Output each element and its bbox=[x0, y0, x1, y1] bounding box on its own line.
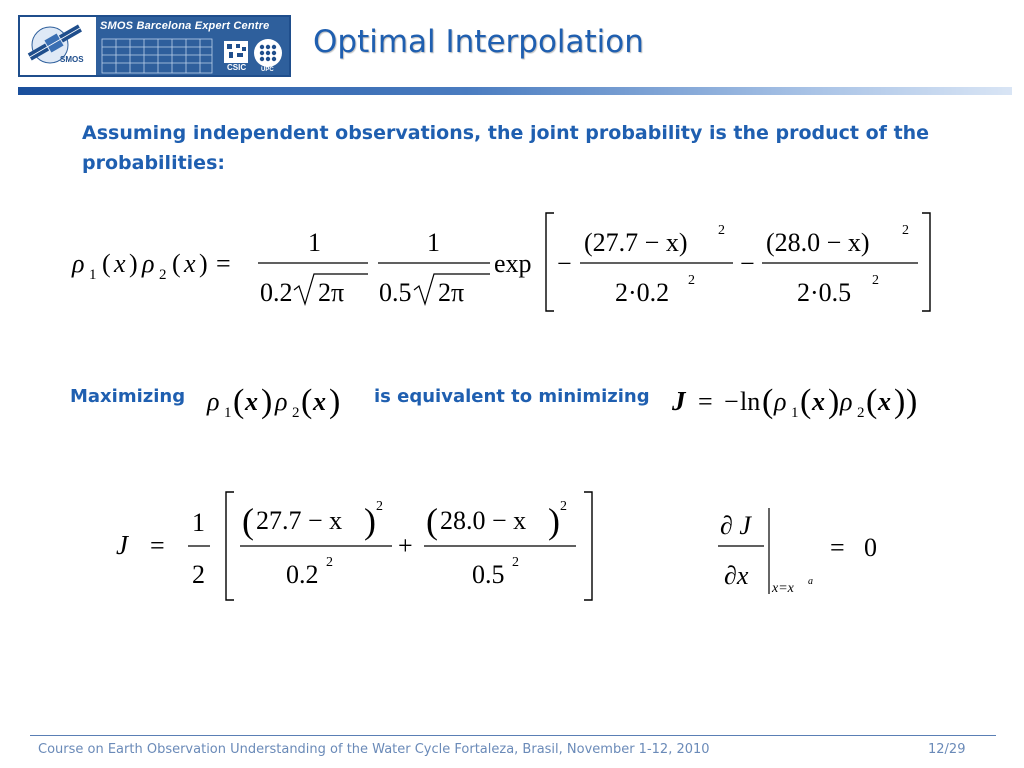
eq3-b-num-power: 2 bbox=[560, 499, 567, 514]
svg-text:x: x bbox=[245, 387, 258, 416]
page-number: 12/29 bbox=[928, 742, 966, 757]
svg-text:1: 1 bbox=[224, 405, 232, 421]
svg-text:=: = bbox=[698, 387, 713, 416]
eq4-numerator: ∂ J bbox=[720, 511, 751, 540]
svg-text:=: = bbox=[830, 533, 845, 562]
logo-csic-text: CSIC bbox=[227, 63, 247, 72]
derivative-condition bbox=[712, 500, 902, 600]
svg-text:=: = bbox=[150, 531, 165, 560]
svg-text:1: 1 bbox=[89, 267, 97, 283]
svg-text:ρ: ρ bbox=[774, 387, 787, 416]
svg-text:): ) bbox=[894, 383, 906, 420]
satellite-icon bbox=[20, 17, 96, 75]
footer-course: Course on Earth Observation Understanding of the Water Cycle Fortaleza, Brasil, November 1-12, 2010 bbox=[38, 742, 710, 757]
svg-text:(: ( bbox=[102, 249, 111, 278]
intro-text: Assuming independent observations, the joint probability is the product of the probabilities: bbox=[82, 122, 930, 174]
svg-text:=: = bbox=[216, 249, 231, 278]
eq1-term1-num-power: 2 bbox=[718, 223, 725, 238]
svg-text:+: + bbox=[398, 531, 413, 560]
eq1-denominator-1: 0.2 bbox=[260, 278, 293, 307]
logo-title: SMOS Barcelona Expert Centre bbox=[100, 20, 270, 32]
eq3-a-num-power: 2 bbox=[376, 499, 383, 514]
title-underline-bar bbox=[18, 87, 1012, 95]
svg-text:ρ: ρ bbox=[840, 387, 853, 416]
svg-text:2: 2 bbox=[292, 405, 300, 421]
satellite-logo bbox=[20, 17, 96, 75]
cost-function-expansion bbox=[110, 486, 610, 610]
svg-text:ln: ln bbox=[740, 387, 761, 416]
smos-bec-logo bbox=[18, 15, 291, 77]
svg-text:): ) bbox=[199, 249, 208, 278]
svg-text:(: ( bbox=[762, 383, 774, 420]
svg-text:1: 1 bbox=[791, 405, 799, 421]
eq1-term2-numerator: (28.0 − x) bbox=[766, 228, 870, 257]
svg-text:x: x bbox=[184, 249, 196, 278]
eq3-a-den-power: 2 bbox=[326, 555, 333, 570]
svg-text:(: ( bbox=[800, 383, 812, 420]
svg-text:ρ: ρ bbox=[275, 387, 288, 416]
svg-text:J: J bbox=[672, 386, 686, 416]
svg-text:(: ( bbox=[233, 383, 245, 420]
eq1-exp: exp bbox=[494, 249, 532, 278]
eq1-term2-den-power: 2 bbox=[872, 273, 879, 288]
svg-text:(: ( bbox=[242, 501, 254, 541]
cost-function-definition bbox=[668, 374, 968, 424]
eq4-denominator: ∂x bbox=[724, 561, 749, 590]
slide-title: Optimal Interpolation bbox=[313, 24, 644, 60]
eq3-b-denominator: 0.5 bbox=[472, 560, 505, 589]
svg-text:−: − bbox=[557, 249, 572, 278]
eq3-b-numerator: 28.0 − x bbox=[440, 506, 527, 535]
svg-text:): ) bbox=[906, 383, 918, 420]
svg-text:−: − bbox=[724, 387, 739, 416]
product-expression bbox=[205, 376, 365, 424]
eq3-J: J bbox=[116, 530, 128, 560]
eq1-denominator-2: 0.5 bbox=[379, 278, 412, 307]
logo-smos-text: SMOS bbox=[60, 55, 84, 64]
svg-text:): ) bbox=[129, 249, 138, 278]
svg-text:(: ( bbox=[866, 383, 878, 420]
eq3-b-den-power: 2 bbox=[512, 555, 519, 570]
eq1-two-pi-1: 2π bbox=[318, 278, 345, 307]
svg-text:): ) bbox=[261, 383, 273, 420]
eq1-two-pi-2: 2π bbox=[438, 278, 465, 307]
equivalent-label: is equivalent to minimizing bbox=[374, 386, 650, 407]
eq3-a-denominator: 0.2 bbox=[286, 560, 319, 589]
eq4-rhs: 0 bbox=[864, 533, 877, 562]
svg-text:): ) bbox=[364, 501, 376, 541]
bec-banner bbox=[96, 17, 289, 75]
eq4-condition: x=x bbox=[772, 581, 794, 596]
svg-text:): ) bbox=[548, 501, 560, 541]
svg-text:x: x bbox=[878, 387, 891, 416]
eq3-a-numerator: 27.7 − x bbox=[256, 506, 343, 535]
eq3-half-denominator: 2 bbox=[192, 560, 205, 589]
eq1-term2-denominator: 2·0.5 bbox=[797, 278, 852, 307]
svg-text:ρ: ρ bbox=[207, 387, 220, 416]
svg-text:2: 2 bbox=[857, 405, 865, 421]
svg-text:(: ( bbox=[426, 501, 438, 541]
svg-text:2: 2 bbox=[159, 267, 167, 283]
svg-text:x: x bbox=[114, 249, 126, 278]
svg-text:): ) bbox=[329, 383, 341, 420]
svg-text:x: x bbox=[812, 387, 825, 416]
eq1-term2-num-power: 2 bbox=[902, 223, 909, 238]
joint-probability-equation bbox=[70, 208, 950, 320]
eq1-numerator-2: 1 bbox=[427, 228, 440, 257]
footer-divider bbox=[30, 735, 996, 736]
eq1-term1-denominator: 2·0.2 bbox=[615, 278, 670, 307]
eq1-term1-numerator: (27.7 − x) bbox=[584, 228, 688, 257]
svg-text:−: − bbox=[740, 249, 755, 278]
eq1-numerator-1: 1 bbox=[308, 228, 321, 257]
svg-text:ρ: ρ bbox=[142, 249, 155, 278]
svg-text:(: ( bbox=[301, 383, 313, 420]
eq4-condition-sup: a bbox=[808, 576, 813, 587]
svg-text:(: ( bbox=[172, 249, 181, 278]
svg-text:x: x bbox=[313, 387, 326, 416]
eq3-half-numerator: 1 bbox=[192, 508, 205, 537]
svg-text:ρ: ρ bbox=[72, 249, 85, 278]
logo-upc-text: UPC bbox=[261, 67, 274, 73]
maximizing-label: Maximizing bbox=[70, 386, 186, 407]
eq1-term1-den-power: 2 bbox=[688, 273, 695, 288]
svg-text:): ) bbox=[828, 383, 840, 420]
